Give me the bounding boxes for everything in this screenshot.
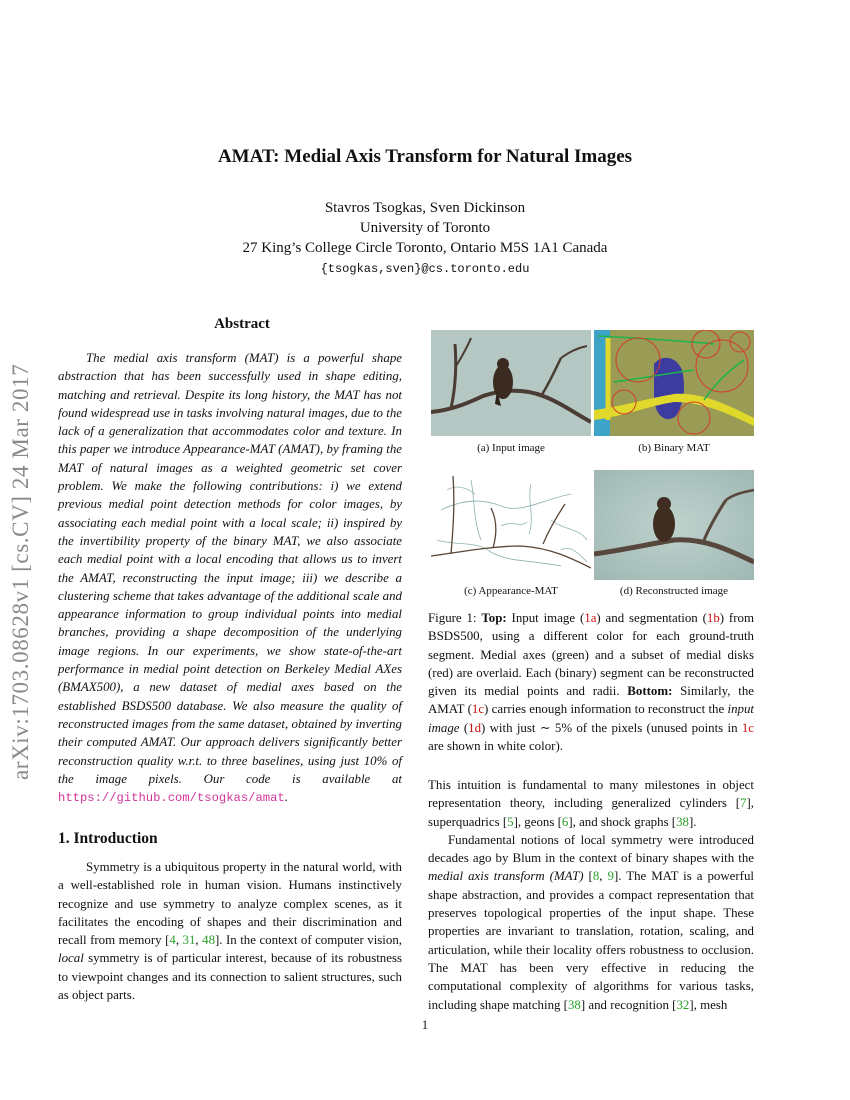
citation-link[interactable]: 4 [169, 933, 176, 948]
body-text: ]. The MAT is a powerful shape abstraction, and provides a compact representation that preserves topological properties of the input shape. These properties are invariant to translation, rotation, scaling, and articulation, while their locality offers robustness to occlusion. The MAT has been very effective in reducing the computational complexity of algorithms for various tasks, including shape matching [ [428, 869, 754, 1012]
body-text: ], geons [ [513, 814, 562, 829]
body-emphasis: medial axis transform (MAT) [428, 869, 584, 884]
intro-heading: 1. Introduction [58, 830, 158, 847]
caption-text: ) carries enough information to reconstruct the [484, 702, 728, 717]
code-link[interactable]: https://github.com/tsogkas/amat [58, 791, 285, 806]
figure-ref-link[interactable]: 1a [584, 611, 597, 625]
intro-body [58, 858, 402, 1004]
caption-text: ( [459, 720, 469, 735]
body-text: ], mesh [689, 997, 728, 1012]
citation-link[interactable]: 7 [740, 796, 747, 811]
citation-link[interactable]: 38 [676, 814, 689, 829]
figure-binary-mat [594, 330, 754, 436]
body-text: Fundamental notions of local symmetry were introduced decades ago by Blum in the context of binary shapes with the [428, 832, 754, 866]
subcaption-c: (c) Appearance-MAT [464, 585, 558, 597]
body-text: ], superquadrics [ [428, 796, 754, 829]
right-column-body [428, 776, 754, 1014]
figure-ref-link[interactable]: 1b [706, 611, 720, 625]
citation-link[interactable]: 5 [507, 814, 514, 829]
intro-sep-2: , [195, 933, 203, 948]
body-text: This intuition is fundamental to many milestones in object representation theory, including generalized cylinders [ [428, 778, 754, 811]
figure-ref-link[interactable]: 1c [471, 702, 485, 717]
paragraph [428, 776, 754, 831]
figure-ref-link[interactable]: 1c [741, 720, 755, 735]
subcaption-d: (d) Reconstructed image [619, 585, 729, 597]
caption-text: Similarly, the AMAT ( [428, 684, 754, 717]
body-text: ] and recognition [ [580, 997, 677, 1012]
page-number: 1 [421, 1018, 429, 1032]
caption-text: Input image ( [506, 611, 585, 625]
caption-label: Figure 1: [428, 611, 482, 625]
abstract-heading: Abstract [214, 316, 270, 332]
address: 27 King’s College Circle Toronto, Ontario M5S 1A1 Canada [242, 240, 608, 256]
subcaption-b: (b) Binary MAT [638, 442, 710, 454]
caption-text: are shown in white color). [428, 739, 563, 754]
figure-caption [428, 609, 754, 755]
body-text: [ [583, 869, 593, 884]
citation-link[interactable]: 48 [202, 933, 216, 948]
authors: Stavros Tsogkas, Sven Dickinson [324, 200, 526, 216]
citation-link[interactable]: 6 [561, 814, 569, 829]
paper-title: AMAT: Medial Axis Transform for Natural Images [217, 146, 633, 167]
caption-text: ) with just ∼ 5% of the pixels (unused points in [481, 720, 742, 735]
intro-text-3: symmetry is of particular interest, because of its robustness to viewpoint changes and its connection to salient structures, such as object parts. [58, 951, 402, 1003]
citation-link[interactable]: 32 [676, 997, 690, 1012]
intro-text-1: Symmetry is a ubiquitous property in the natural world, with a well-established role in human vision. Humans instinctively recognize and use symmetry to analyze complex scenes, as it facilitates the encoding of shapes and their discrimination and recall from memory [ [58, 860, 402, 948]
citation-link[interactable]: 9 [607, 869, 614, 884]
figure-input-image [431, 330, 591, 436]
caption-text: ) from BSDS500, using a different color for each ground-truth segment. Medial axes (green) and a subset of medial disks (red) are overlaid. Each (binary) segment can be reconstructed given its medial points and radii. [428, 611, 754, 699]
figure-ref-link[interactable]: 1d [468, 720, 482, 735]
caption-text: ) and segmentation ( [596, 611, 707, 625]
body-text: ]. [689, 814, 697, 829]
arxiv-stamp: arXiv:1703.08628v1 [cs.CV] 24 Mar 2017 [8, 363, 33, 780]
intro-sep-1: , [175, 933, 183, 948]
caption-top-label: Top: [481, 611, 507, 625]
abstract-end: . [284, 790, 288, 805]
caption-bottom-label: Bottom: [627, 684, 673, 699]
affiliation: University of Toronto [359, 220, 491, 236]
subcaption-a: (a) Input image [477, 442, 545, 454]
body-text: , [599, 869, 608, 884]
author-email: {tsogkas,sven}@cs.toronto.edu [320, 262, 530, 276]
citation-link[interactable]: 31 [182, 933, 196, 948]
figure-appearance-mat [431, 470, 591, 580]
abstract-body [58, 349, 402, 807]
citation-link[interactable]: 38 [567, 997, 581, 1012]
citation-link[interactable]: 8 [592, 869, 600, 884]
abstract-text: The medial axis transform (MAT) is a powerful shape abstraction that has been successfully used in shape editing, matching and retrieval. Despite its long history, the MAT has not found widespread use in tasks involving natural images, due to the lack of a generalization that accommodates color and texture. In this paper we introduce Appearance-MAT (AMAT), by framing the MAT of natural images as a weighted geometric set cover problem. We make the following contributions: i) we extend previous medial point detection methods for color images, by associating each medial point with a local scale; ii) inspired by the invertibility property of the binary MAT, we also associate each medial point with a local encoding that allows us to invert the AMAT, reconstructing the input image; iii) we describe a clustering scheme that takes advantage of the additional scale and appearance information to group individual points into medial branches, providing a shape decomposition of the underlying image regions. In our experiments, we show state-of-the-art performance in medial point detection on Berkeley Medial AXes (BMAX500), a new dataset of medial axes based on the established BSDS500 database. We also measure the quality of reconstructed images from the same dataset, obtained by inverting their computed AMAT. Our approach delivers significantly better reconstruction quality w.r.t. to three baselines, using just 10% of the image pixels. Our code is available at [58, 351, 402, 786]
intro-emphasis: local [58, 951, 84, 966]
caption-emphasis: input image [428, 702, 755, 735]
body-text: ], and shock graphs [ [568, 814, 677, 829]
figure-reconstructed-image [594, 470, 754, 580]
intro-text-2: ]. In the context of computer vision, [215, 933, 402, 948]
paragraph [428, 831, 754, 1014]
